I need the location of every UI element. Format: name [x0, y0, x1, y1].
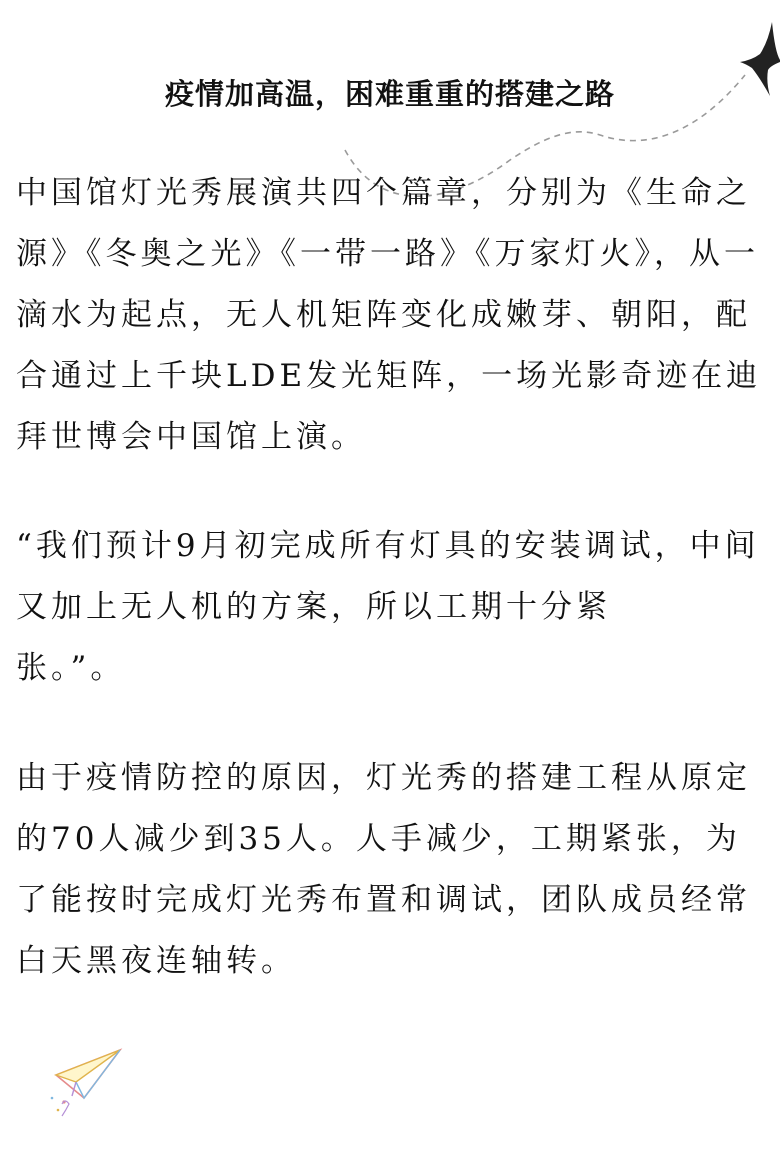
paper-plane-icon — [51, 1050, 120, 1116]
body-paragraph-1: 中国馆灯光秀展演共四个篇章，分别为《生命之源》《冬奥之光》《一带一路》《万家灯火》，从一滴水为起点，无人机矩阵变化成嫩芽、朝阳，配合通过上千块LDE发光矩阵，一场光影奇迹在迪拜世博会中国馆上演。 — [16, 175, 762, 455]
article-heading: 疫情加高温，困难重重的搭建之路 — [164, 77, 615, 111]
body-paragraph-3: 由于疫情防控的原因，灯光秀的搭建工程从原定的70人减少到35人。人手减少，工期紧张，为了能按时完成灯光秀布置和调试，团队成员经常白天黑夜连轴转。 — [16, 760, 751, 979]
body-paragraph-2: “我们预计9月初完成所有灯具的安装调试，中间又加上无人机的方案，所以工期十分紧 张。”。 — [16, 528, 760, 686]
